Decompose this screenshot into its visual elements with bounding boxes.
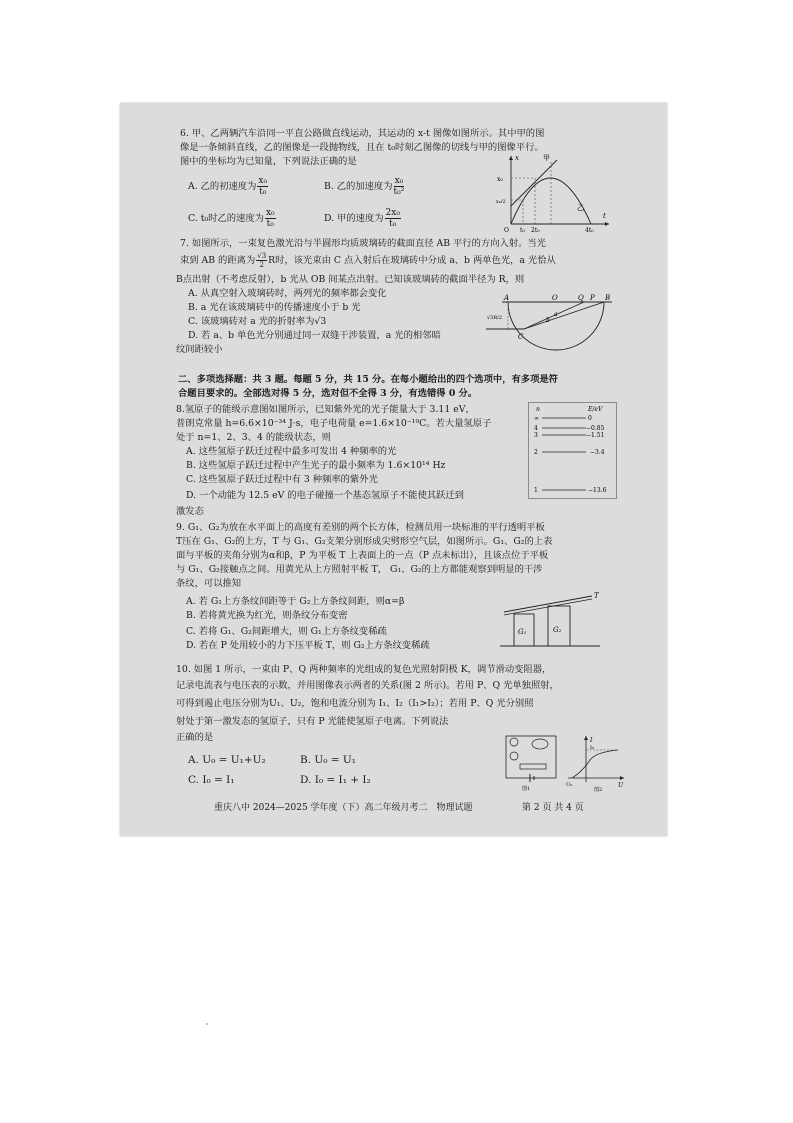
q10-line2: 记录电流表与电压表的示数，并用图像表示两者的关系(图 2 所示)。若用 P、Q 光单独照射， <box>176 680 559 691</box>
q7-label-o: O <box>552 294 558 302</box>
q9-option-b: B. 若将黄光换为红光，则条纹分布变密 <box>186 610 348 621</box>
q8-energy-4: −0.85 <box>586 425 605 432</box>
q10-label-u0: U₀ <box>566 782 573 788</box>
q7-label-p: P <box>590 294 595 302</box>
q9-line3: 面与平板的夹角分别为α和β，P 为平板 T 上表面上的一点（P 点未标出），且该点位于平板 <box>176 550 549 561</box>
q8-energy-level-diagram <box>528 402 618 500</box>
q10-iu-graph <box>564 734 626 792</box>
q6-label-x0: x₀ <box>497 176 503 183</box>
q9-option-c: C. 若将 G₁、G₂间距增大，则 G₁上方条纹变稀疏 <box>186 626 387 637</box>
q6-xt-graph <box>495 152 615 234</box>
q7-label-q: Q <box>578 294 584 302</box>
q8-level-2: 2 <box>534 449 538 456</box>
q10-line4: 射处于第一激发态的氢原子，只有 P 光能使氢原子电离。下列说法 <box>176 716 449 727</box>
scan-speck <box>206 1023 208 1025</box>
ammeter-icon <box>510 738 518 746</box>
q10-label-i0: I₀ <box>590 745 594 751</box>
q9-line2: T压在 G₁、G₂的上方，T 与 G₁、G₂支架分别形成尖劈形空气层，如图所示。G₁、G₂的上表 <box>176 536 553 547</box>
q10-line1: 10. 如图 1 所示，一束由 P、Q 两种频率的光组成的复色光照射阴极 K，调节滑动变阻器， <box>176 664 552 675</box>
q9-line5: 条纹，可以推知 <box>176 578 242 589</box>
q7-option-c: C. 该玻璃砖对 a 光的折射率为√3 <box>188 316 327 327</box>
q8-energy-2: −3.4 <box>590 449 605 456</box>
q7-label-a-point: A <box>504 294 510 302</box>
q9-label-g2: G₂ <box>553 626 562 634</box>
q6-option-c: C. t₀时乙的速度为 $\frac{\text{x₀}}{\text{t₀}}$ <box>188 208 275 229</box>
q8-option-d: D. 一个动能为 12.5 eV 的电子碰撞一个基态氢原子不能使其跃迁到 <box>186 490 464 501</box>
q7-line1: 7. 如图所示，一束复色激光沿与半圆形均质玻璃砖的截面直径 AB 平行的方向入射。当光 <box>180 238 546 249</box>
q7-option-b: B. a 光在该玻璃砖中的传播速度小于 b 光 <box>188 302 361 313</box>
q7-line3: B点出射（不考虑反射），b 光从 OB 间某点出射。已知该玻璃砖的截面半径为 R，则 <box>176 274 525 285</box>
q8-label-inf: ∞ <box>534 415 539 422</box>
q8-option-a: A. 这些氢原子跃迁过程中最多可发出 4 种频率的光 <box>186 446 397 457</box>
q9-option-a: A. 若 G₁上方条纹间距等于 G₂上方条纹间距，则α=β <box>186 596 405 607</box>
q8-option-c: C. 这些氢原子跃迁过程中有 3 种频率的紫外光 <box>186 474 378 485</box>
q7-label-distance: √3R/2 <box>487 315 502 321</box>
q8-line3: 处于 n=1、2、3、4 的能级状态，则 <box>176 432 331 443</box>
q10-circuit-diagram <box>500 730 562 792</box>
q9-wedge-diagram <box>496 590 612 650</box>
q9-label-g1: G₁ <box>518 628 527 636</box>
q6-label-2t0: 2t₀ <box>531 227 540 234</box>
q7-label-ray-a: a <box>554 311 558 318</box>
q7-label-c: C <box>518 333 524 341</box>
q10-label-fig1: 图1 <box>522 786 531 792</box>
section2-line2: 合题目要求的。全部选对得 5 分，选对但不全得 3 分，有选错得 0 分。 <box>178 388 478 399</box>
rheostat-icon <box>520 764 546 769</box>
q6-label-origin: O <box>504 227 509 234</box>
q8-option-d-cont: 激发态 <box>176 506 204 517</box>
q10-option-c: C. I₀ = I₁ <box>188 774 235 786</box>
q10-axis-i: I <box>590 737 593 744</box>
phototube-icon <box>532 739 548 749</box>
q8-line2: 普朗克常量 h=6.6×10⁻³⁴ J·s，电子电荷量 e=1.6×10⁻¹⁹C。若大量氢原子 <box>176 418 492 429</box>
q8-line1: 8.氢原子的能级示意图如图所示，已知紫外光的光子能量大于 3.11 eV， <box>176 404 475 415</box>
q6-label-half: x₀/2 <box>496 199 506 205</box>
q10-option-a: A. U₀ = U₁+U₂ <box>188 754 266 766</box>
q7-line2: 束到 AB 的距离为 $\frac{√3}{2}$ R时，该光束由 C 点入射后在玻璃砖中分成 a、b 两单色光，a 光恰从 <box>180 252 556 269</box>
q6-label-yi: 乙 <box>577 204 584 212</box>
q7-option-d-cont: 纹间距较小 <box>176 344 223 355</box>
q8-level-3: 3 <box>534 432 538 439</box>
q6-axis-t: t <box>603 212 606 220</box>
q10-axis-u: U <box>618 782 624 789</box>
q7-label-b-point: B <box>605 294 611 302</box>
q7-semicircle-diagram <box>484 292 614 352</box>
q10-line3: 可得到遏止电压分别为U₁、U₂，饱和电流分别为 I₁、I₂（I₁>I₂）；若用 P、Q 光分别照 <box>176 698 534 709</box>
footer-school-title: 重庆八中 2024—2025 学年度（下）高二年级月考二 物理试题 <box>214 803 473 813</box>
q8-energy-0: 0 <box>588 415 592 422</box>
q10-option-d: D. I₀ = I₁ + I₂ <box>300 774 371 786</box>
q7-option-a: A. 从真空射入玻璃砖时，两列光的频率都会变化 <box>188 288 387 299</box>
q8-level-1: 1 <box>534 487 538 494</box>
q9-line1: 9. G₁、G₂为放在水平面上的高度有差别的两个长方体，检测员用一块标准的平行透明平板 <box>176 522 545 533</box>
q6-line2: 像是一条倾斜直线，乙的图像是一段抛物线，且在 t₀时刻乙图像的切线与甲的图像平行。 <box>180 142 544 153</box>
q8-energy-3: −1.51 <box>586 432 605 439</box>
q8-label-e: E/eV <box>588 406 603 413</box>
q10-option-b: B. U₀ = U₁ <box>300 754 356 766</box>
q6-line1: 6. 甲、乙两辆汽车沿同一平直公路做直线运动，其运动的 x-t 图像如图所示。其中甲的图 <box>180 128 545 139</box>
q6-option-d: D. 甲的速度为 $\frac{\text{2x₀}}{\text{t₀}}$ <box>324 208 400 229</box>
q9-option-d: D. 若在 P 处用较小的力下压平板 T，则 G₂上方条纹变稀疏 <box>186 640 430 651</box>
q8-level-4: 4 <box>534 425 538 432</box>
section2-line1: 二、多项选择题：共 3 题。每题 5 分，共 15 分。在每小题给出的四个选项中，有多项是符 <box>178 374 558 385</box>
q6-label-t0: t₀ <box>520 227 525 234</box>
q7-option-d: D. 若 a、b 单色光分别通过同一双缝干涉装置，a 光的相邻暗 <box>188 330 441 341</box>
q6-label-jia: 甲 <box>543 154 550 162</box>
q8-energy-1: −13.6 <box>588 487 607 494</box>
q8-option-b: B. 这些氢原子跃迁过程中产生光子的最小频率为 1.6×10¹⁴ Hz <box>186 460 446 471</box>
q7-label-ray-b: b <box>546 317 550 324</box>
q6-axis-x: x <box>515 154 519 162</box>
q9-label-t: T <box>594 592 599 600</box>
q6-line3: 图中的坐标均为已知量，下列说法正确的是 <box>180 156 357 167</box>
q6-option-b: B. 乙的加速度为 $\frac{\text{x₀}}{\text{t₀²}}$ <box>324 176 405 197</box>
q8-label-n: n <box>536 406 540 413</box>
q9-line4: 与 G₁、G₂接触点之间。用黄光从上方照射平板 T， G₁、G₂的上方都能观察到明显的干涉 <box>176 564 543 575</box>
q6-option-a: A. 乙的初速度为 $\frac{\text{x₀}}{\text{t₀}}$ <box>188 176 268 197</box>
q10-line5: 正确的是 <box>176 732 214 743</box>
q6-label-4t0: 4t₀ <box>585 227 594 234</box>
q10-label-fig2: 图2 <box>594 787 603 792</box>
footer-page-number: 第 2 页 共 4 页 <box>522 803 584 813</box>
voltmeter-icon <box>510 752 518 760</box>
